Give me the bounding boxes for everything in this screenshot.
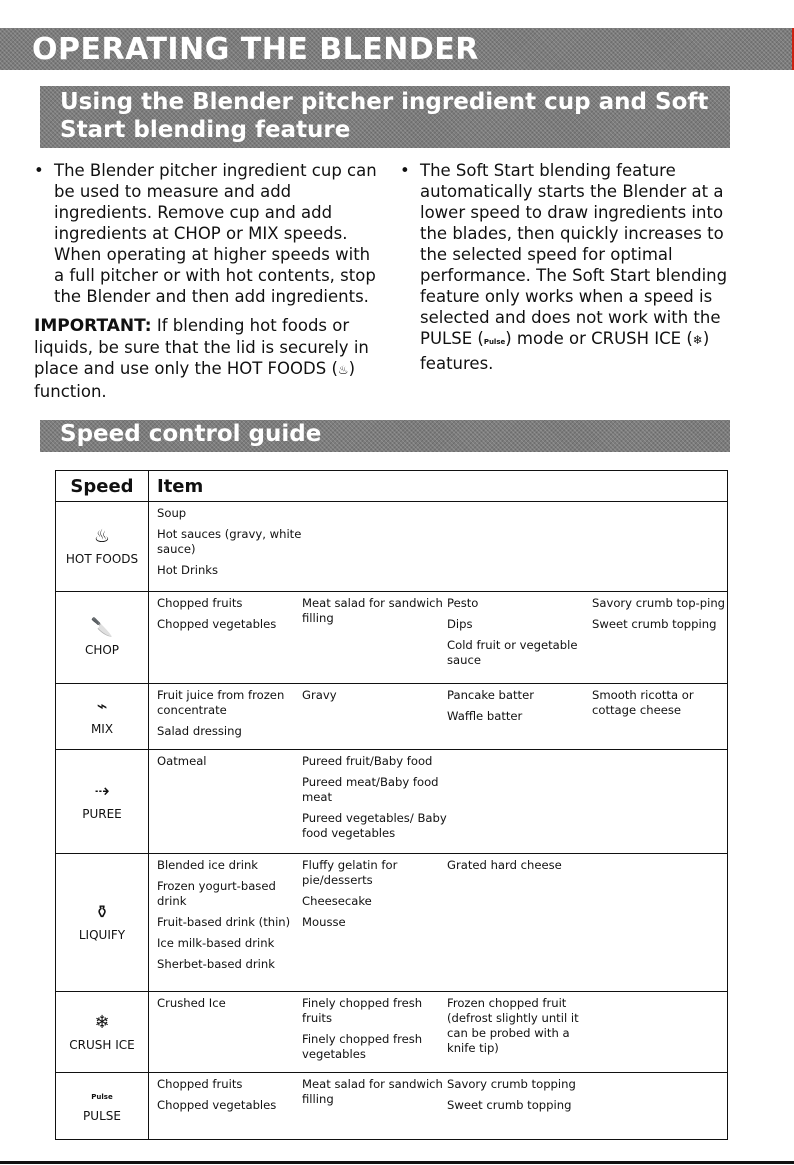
table-row [56, 1073, 728, 1140]
hot-foods-icon: ♨ [93, 526, 111, 547]
item-text: Crushed Ice [157, 996, 226, 1010]
speed-cell [56, 854, 149, 992]
page-title: OPERATING THE BLENDER [32, 32, 479, 67]
hot-foods-icon: ♨ [337, 363, 349, 377]
item-text: Fruit juice from frozen concentrate [157, 688, 285, 717]
speed-label: MIX [90, 722, 114, 736]
right-column [400, 160, 730, 374]
speed-cell [56, 750, 149, 854]
section1-title: Using the Blender pitcher ingredient cup and Soft Start blending feature [60, 89, 709, 143]
section2-title: Speed control guide [60, 421, 322, 447]
item-text: Cold fruit or vegetable sauce [447, 638, 578, 667]
mix-icon: ⌁ [96, 696, 108, 717]
important-text: If blending hot foods or liquids, be sure that the lid is securely in place and use only the HOT FOODS ( [34, 316, 369, 378]
speed-cell [56, 1073, 149, 1140]
item-text: Salad dressing [157, 724, 242, 738]
bullet-ingredient-cup [34, 160, 384, 307]
soft-start-text-b: ) mode or CRUSH ICE ( [505, 329, 693, 348]
speed-cell [56, 992, 149, 1073]
bullet-icon: • [34, 161, 44, 180]
soft-start-text-c: ) features. [420, 329, 710, 373]
item-text: Hot Drinks [157, 563, 219, 577]
item-text: Meat salad for sandwich filling [302, 596, 443, 625]
bullet-soft-start [400, 160, 730, 374]
items-cell [149, 854, 728, 992]
section1-banner [40, 86, 730, 148]
pulse-icon: Pulse [483, 338, 506, 346]
item-text: Pureed fruit/Baby food [302, 754, 433, 768]
table-row [56, 750, 728, 854]
crush-ice-icon: ❄ [94, 1011, 110, 1033]
item-text: Fluffy gelatin for pie/desserts [302, 858, 398, 887]
table-row [56, 992, 728, 1073]
bullet-ingredient-cup-text: The Blender pitcher ingredient cup can be used to measure and add ingredients. Remove cup and add ingredients at CHOP or MIX speeds. When operating at higher speeds with a full pitcher or with hot contents, stop the Blender and then add ingredients. [54, 161, 377, 306]
items-cell [149, 684, 728, 750]
item-text: Savory crumb top-ping [592, 596, 726, 610]
item-text: Chopped fruits [157, 1077, 243, 1091]
item-text: Gravy [302, 688, 337, 702]
speed-label: PULSE [83, 1108, 121, 1123]
item-text: Chopped vegetables [157, 1098, 277, 1112]
important-end: ) function. [34, 359, 356, 401]
soft-start-text-a: The Soft Start blending feature automatically starts the Blender at a lower speed to draw ingredients into the blades, then quickly increases to the selected speed for optimal performance. The Soft Start blending feature only works when a speed is selected and does not work with the PULSE ( [420, 161, 728, 348]
items-cell [149, 502, 728, 592]
speed-label: LIQUIFY [78, 928, 126, 942]
header-speed: Speed [56, 471, 149, 502]
item-text: Pureed vegetables/ Baby food vegetables [302, 811, 447, 840]
speed-cell [56, 502, 149, 592]
item-text: Oatmeal [157, 754, 207, 768]
item-text: Grated hard cheese [447, 858, 562, 872]
footer-rule [0, 1161, 794, 1164]
chop-icon: 🔪 [90, 617, 114, 638]
table-header-row [56, 471, 728, 502]
item-text: Soup [157, 506, 187, 520]
item-text: Savory crumb topping [447, 1077, 576, 1091]
item-text: Cheesecake [302, 894, 372, 908]
table-row [56, 592, 728, 684]
item-text: Blended ice drink [157, 858, 259, 872]
pulse-icon: Pulse [91, 1092, 113, 1101]
item-text: Chopped vegetables [157, 617, 277, 631]
important-note [34, 315, 384, 402]
table-body [56, 502, 728, 1140]
bullet-icon: • [400, 161, 410, 180]
item-text: Smooth ricotta or cottage cheese [592, 688, 694, 717]
speed-control-table [55, 470, 728, 1140]
item-text: Frozen yogurt-based drink [157, 879, 276, 908]
item-text: Finely chopped fresh vegetables [302, 1032, 423, 1061]
items-cell [149, 592, 728, 684]
item-text: Meat salad for sandwich filling [302, 1077, 443, 1106]
item-text: Pureed meat/Baby food meat [302, 775, 439, 804]
speed-label: PUREE [82, 807, 122, 821]
item-text: Pancake batter [447, 688, 534, 702]
speed-label: HOT FOODS [65, 552, 139, 566]
item-text: Fruit-based drink (thin) [157, 915, 291, 929]
items-cell [149, 750, 728, 854]
speed-cell [56, 592, 149, 684]
item-text: Sherbet-based drink [157, 957, 275, 971]
speed-cell [56, 684, 149, 750]
item-text: Chopped fruits [157, 596, 243, 610]
item-text: Mousse [302, 915, 346, 929]
section2-banner [40, 420, 730, 452]
item-text: Dips [447, 617, 473, 631]
item-text: Sweet crumb topping [447, 1098, 572, 1112]
table-row [56, 854, 728, 992]
item-text: Hot sauces (gravy, white sauce) [157, 527, 302, 556]
item-text: Pesto [447, 596, 479, 610]
speed-label: CRUSH ICE [69, 1037, 135, 1052]
item-text: Finely chopped fresh fruits [302, 996, 423, 1025]
header-item: Item [149, 471, 728, 502]
table-row [56, 502, 728, 592]
items-cell [149, 992, 728, 1073]
speed-label: CHOP [84, 643, 120, 657]
items-cell [149, 1073, 728, 1140]
left-column [34, 160, 384, 402]
item-text: Ice milk-based drink [157, 936, 275, 950]
crush-ice-icon: ❄ [692, 333, 703, 347]
important-label: IMPORTANT: [34, 316, 152, 336]
table-row [56, 684, 728, 750]
liquify-icon: ⚱ [94, 902, 110, 923]
item-text: Frozen chopped fruit (defrost slightly until it can be probed with a knife tip) [447, 996, 579, 1055]
item-text: Waffle batter [447, 709, 523, 723]
puree-icon: ⇢ [94, 781, 110, 802]
page-title-banner [0, 28, 792, 70]
item-text: Sweet crumb topping [592, 617, 717, 631]
